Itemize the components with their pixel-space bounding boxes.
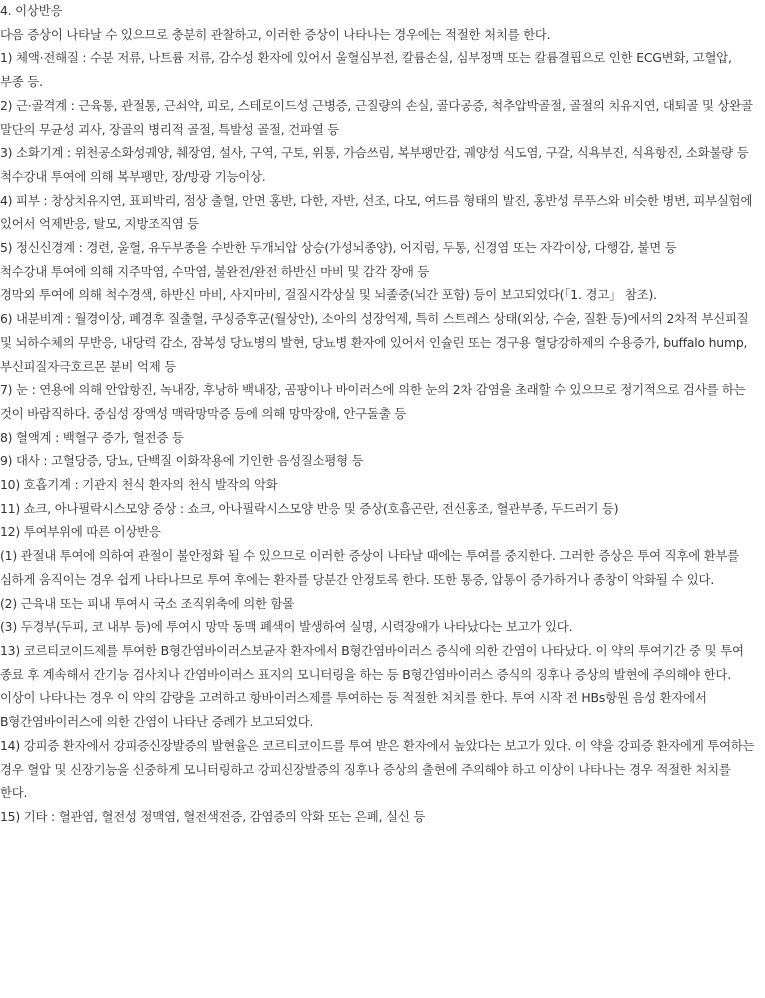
- item-musculoskeletal: 2) 근·골격계 : 근육통, 관절통, 근쇠약, 피로, 스테로이드성 근병증, 근질량의 손실, 골다공증, 척추압박골절, 골절의 치유지연, 대퇴골 및 상완골 말단의 무균성 괴사, 장골의 병리적 골절, 특발성 골절, 건파열 등: [0, 97, 753, 137]
- item-skin: 4) 피부 : 창상치유지연, 표피박리, 점상 출혈, 안면 홍반, 다한, 자반, 선조, 다모, 여드름 형태의 발진, 홍반성 루푸스와 비슷한 병변, 피부실험에 있어서 억제반응, 탈모, 지방조직염 등: [0, 192, 753, 232]
- note-intrathecal-digestive: 척수강내 투여에 의해 복부팽만, 장/방광 기능이상.: [0, 168, 266, 184]
- section-title: 4. 이상반응: [0, 3, 63, 18]
- item-endocrine: 6) 내분비계 : 월경이상, 폐경후 질출혈, 쿠싱증후군(월상안), 소아의 성장억제, 특히 스트레스 상태(외상, 수술, 질환 등)에서의 2차적 부신피질 및 뇌하수체의 무반응, 내당력 감소, 잠복성 당뇨병의 발현, 당뇨병 환자에 있어서 인슐린 또는 경구용 혈당강하제의 수용증가, buffalo hump, 부신피질자극호르몬 분비 억제 등: [0, 311, 749, 374]
- subitem-intra-articular: (1) 관절내 투여에 의하여 관절이 불안정화 될 수 있으므로 이러한 증상이 나타날 때에는 투여를 중지한다. 그러한 증상은 투여 직후에 환부를 심하게 움직이는 경우 쉽게 나타나므로 투여 후에는 환자를 당분간 안정토록 한다. 또한 통증, 압통이 증가하거나 종창이 악화될 수 있다.: [0, 548, 740, 587]
- item-blood: 8) 혈액계 : 백혈구 증가, 혈전증 등: [0, 429, 184, 445]
- subitem-intramuscular-intradermal: (2) 근육내 또는 피내 투여시 국소 조직위축에 의한 함몰: [0, 595, 295, 611]
- item-injection-site-heading: 12) 투여부위에 따른 이상반응: [0, 524, 161, 540]
- item-neuropsychiatric: 5) 정신신경계 : 경련, 울혈, 유두부종을 수반한 두개뇌압 상승(가성뇌종양), 어지럼, 두통, 신경염 또는 자각이상, 다행감, 불면 등: [0, 240, 677, 256]
- item-respiratory: 10) 호흡기계 : 기관지 천식 환자의 천식 발작의 악화: [0, 477, 278, 493]
- subitem-head-neck: (3) 두경부(두피, 코 내부 등)에 투여시 망막 동맥 폐색이 발생하여 실명, 시력장애가 나타났다는 보고가 있다.: [0, 619, 573, 635]
- item-digestive: 3) 소화기계 : 위천공소화성궤양, 췌장염, 설사, 구역, 구토, 위통, 가슴쓰림, 복부팽만감, 궤양성 식도염, 구갈, 식욕부진, 식욕항진, 소화불량 등: [0, 145, 749, 161]
- note-intrathecal-neuro: 척수강내 투여에 의해 지주막염, 수막염, 불완전/완전 하반신 마비 및 감각 장애 등: [0, 263, 430, 279]
- item-shock-anaphylaxis: 11) 쇼크, 아나필락시스모양 증상 : 쇼크, 아나필락시스모양 반응 및 증상(호흡곤란, 전신홍조, 혈관부종, 두드러기 등): [0, 500, 619, 516]
- item-other: 15) 기타 : 혈관염, 혈전성 정맥염, 혈전색전증, 감염증의 악화 또는 은폐, 실신 등: [0, 808, 426, 824]
- note-epidural-neuro: 경막외 투여에 의해 척수경색, 하반신 마비, 사지마비, 걸질시각상실 및 뇌졸중(뇌간 포함) 등이 보고되었다(「1. 경고」 참조).: [0, 287, 657, 303]
- item-hepatitis-b: 13) 코르티코이드제를 투여한 B형간염바이러스보균자 환자에서 B형간염바이러스 증식에 의한 간염이 나타났다. 이 약의 투여기간 중 및 투여 종료 후 계속해서 간기능 검사치나 간염바이러스 표지의 모니터링을 하는 등 B형간염바이러스 증식의 징후나 증상의 발현에 주의해야 한다. 이상이 나타나는 경우 이 약의 감량을 고려하고 항바이러스제를 투여하는 등 적절한 처치를 한다. 투여 시작 전 HBs항원 음성 환자에서 B형간염바이러스에 의한 간염이 나타난 증례가 보고되었다.: [0, 642, 744, 730]
- item-fluid-electrolyte: 1) 체액·전해질 : 수분 저류, 나트륨 저류, 감수성 환자에 있어서 울혈심부전, 칼륨손실, 심부정맥 또는 칼륨결핍으로 인한 ECG변화, 고혈압, 부종 등.: [0, 50, 732, 90]
- item-metabolism: 9) 대사 : 고혈당증, 당뇨, 단백질 이화작용에 기인한 음성질소평형 등: [0, 453, 364, 469]
- item-scleroderma: 14) 강피증 환자에서 강피증신장발증의 발현율은 코르티코이드를 투여 받은 환자에서 높았다는 보고가 있다. 이 약을 강피증 환자에게 투여하는 경우 혈압 및 신장기능을 신중하게 모니터링하고 강피신장발증의 징후나 증상의 출현에 주의해야 하고 이상이 나타나는 경우 적절한 처치를 한다.: [0, 737, 755, 801]
- intro-paragraph: 다음 증상이 나타날 수 있으므로 충분히 관찰하고, 이러한 증상이 나타나는 경우에는 적절한 처치를 한다.: [0, 26, 551, 42]
- item-eye: 7) 눈 : 연용에 의해 안압항진, 녹내장, 후낭하 백내장, 곰팡이나 바이러스에 의한 눈의 2차 감염을 초래할 수 있으므로 정기적으로 검사를 하는 것이 바람직하다. 중심성 장액성 맥락망막증 등에 의해 망막장애, 안구돌출 등: [0, 382, 746, 421]
